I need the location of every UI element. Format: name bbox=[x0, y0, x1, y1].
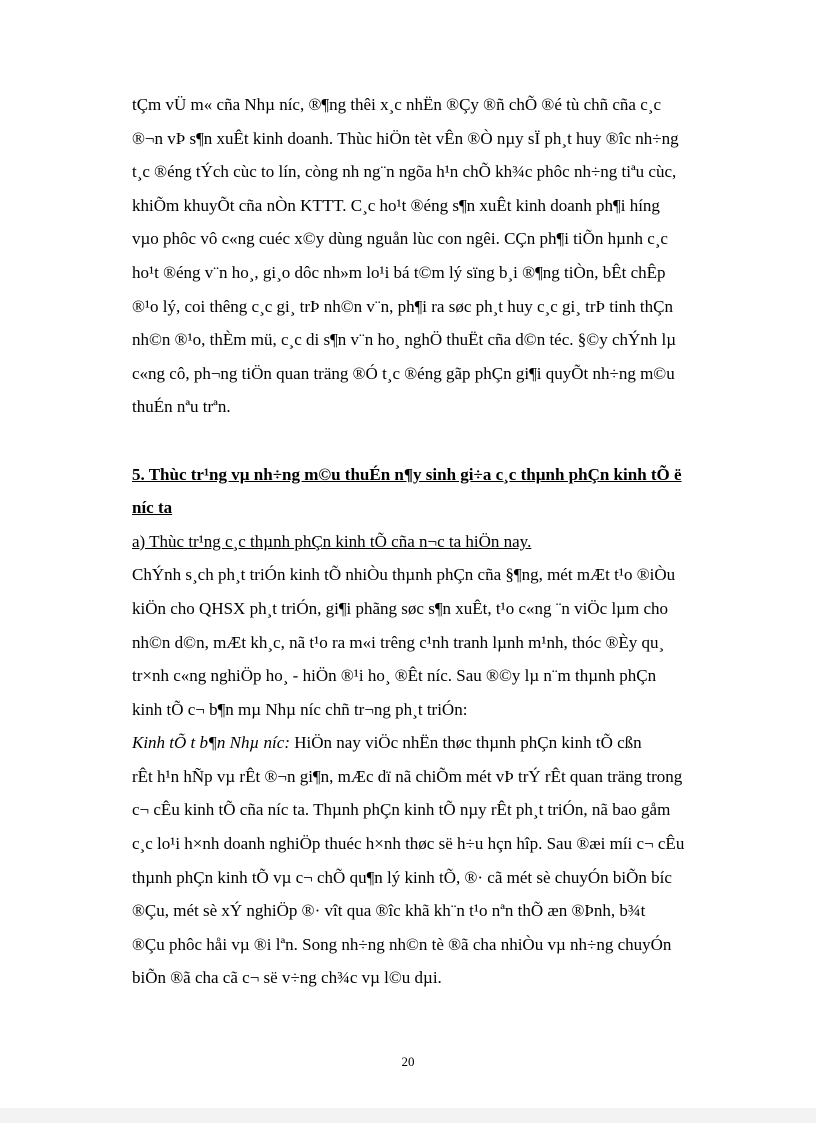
section-5-heading bbox=[132, 458, 746, 525]
text-line: tr×nh c«ng nghiÖp ho¸ - hiÖn ®¹i ho¸ ®Êt níc. Sau ®©y lµ n¨m thµnh phÇn bbox=[132, 666, 657, 686]
subsection-heading: a) Thùc tr¹ng c¸c thµnh phÇn kinh tÕ cña n¬c ta hiÖn nay. bbox=[132, 531, 532, 551]
text-line: ®¹o lý, coi thêng c¸c gi¸ trÞ nh©n v¨n, ph¶i ra søc ph¸t huy c¸c gi¸ trÞ tinh thÇn bbox=[132, 296, 673, 316]
section-heading-line: níc ta bbox=[132, 498, 173, 518]
paragraph-2 bbox=[132, 558, 746, 726]
text-line: kiÖn cho QHSX ph¸t triÓn, gi¶i phãng søc s¶n xuÊt, t¹o c«ng ¨n viÖc lµm cho bbox=[132, 598, 668, 618]
text-line: nh©n ®¹o, thÈm mü, c¸c di s¶n v¨n ho¸ nghÖ thuËt cña d©n téc. §©y chÝnh lµ bbox=[132, 330, 677, 350]
text-line: khiÕm khuyÕt cña nÒn KTTT. C¸c ho¹t ®éng s¶n xuÊt kinh doanh ph¶i híng bbox=[132, 195, 660, 215]
page-number: 20 bbox=[401, 1054, 415, 1069]
text-line: biÕn ®ã cha cã c¬ së v÷ng ch¾c vµ l©u dµi. bbox=[132, 968, 442, 988]
text-line: ®Çu, mét sè xÝ nghiÖp ®· vît qua ®îc khã kh¨n t¹o nªn thÕ æn ®Þnh, b¾t bbox=[132, 901, 646, 921]
paragraph-3 bbox=[132, 726, 746, 995]
text-line: ho¹t ®éng v¨n ho¸, gi¸o dôc nh»m lo¹i bá t©m lý sïng b¸i ®¶ng tiÒn, bÊt chÊp bbox=[132, 262, 666, 282]
text-line: kinh tÕ c¬ b¶n mµ Nhµ níc chñ tr¬ng ph¸t triÓn: bbox=[132, 699, 468, 719]
text-line: ®Çu phôc håi vµ ®i lªn. Song nh÷ng nh©n tè ®ã cha nhiÒu vµ nh÷ng chuyÓn bbox=[132, 934, 672, 954]
text-line: vµo phôc vô c«ng cuéc x©y dùng nguån lùc con ngêi. CÇn ph¶i tiÕn hµnh c¸c bbox=[132, 229, 668, 249]
text-line bbox=[132, 726, 746, 760]
paragraph-1 bbox=[132, 88, 746, 424]
paragraph-lead-rest: HiÖn nay viÖc nhËn thøc thµnh phÇn kinh tÕ cßn bbox=[290, 733, 642, 753]
text-line: t¸c ®éng tÝch cùc to lín, còng nh ng¨n ngõa h¹n chÕ kh¾c phôc nh÷ng tiªu cùc, bbox=[132, 162, 677, 182]
paragraph-lead-italic: Kinh tÕ t b¶n Nhµ níc: bbox=[132, 733, 290, 753]
text-line: rÊt h¹n hÑp vµ rÊt ®¬n gi¶n, mÆc dï nã chiÕm mét vÞ trÝ rÊt quan träng trong bbox=[132, 766, 683, 786]
text-line: c¬ cÊu kinh tÕ cña níc ta. Thµnh phÇn kinh tÕ nµy rÊt ph¸t triÓn, nã bao gåm bbox=[132, 800, 671, 820]
text-line: nh©n d©n, mÆt kh¸c, nã t¹o ra m«i trêng c¹nh tranh lµnh m¹nh, thóc ®Èy qu¸ bbox=[132, 632, 665, 652]
text-line: c¸c lo¹i h×nh doanh nghiÖp thuéc h×nh thøc së h÷u hçn hîp. Sau ®æi míi c¬ cÊu bbox=[132, 834, 685, 854]
page-bottom-edge bbox=[0, 1108, 816, 1123]
paragraph-spacer bbox=[132, 424, 746, 458]
text-line: thuÉn nªu trªn. bbox=[132, 397, 231, 417]
text-line: ChÝnh s¸ch ph¸t triÓn kinh tÕ nhiÒu thµnh phÇn cña §¶ng, mét mÆt t¹o ®iÒu bbox=[132, 565, 676, 585]
text-line: ®¬n vÞ s¶n xuÊt kinh doanh. Thùc hiÖn tèt vÊn ®Ò nµy sÏ ph¸t huy ®îc nh÷ng bbox=[132, 128, 679, 148]
text-line: tÇm vÜ m« cña Nhµ níc, ®¶ng thêi x¸c nhËn ®Çy ®ñ chÕ ®é tù chñ cña c¸c bbox=[132, 95, 661, 114]
text-line: thµnh phÇn kinh tÕ vµ c¬ chÕ qu¶n lý kinh tÕ, ®· cã mét sè chuyÓn biÕn bíc bbox=[132, 867, 672, 887]
section-heading-line: 5. Thùc tr¹ng vµ nh÷ng m©u thuÉn n¶y sinh gi÷a c¸c thµnh phÇn kinh tÕ ë bbox=[132, 464, 682, 484]
document-body bbox=[132, 88, 746, 995]
text-line: c«ng cô, ph¬ng tiÖn quan träng ®Ó t¸c ®éng gãp phÇn gi¶i quyÕt nh÷ng m©u bbox=[132, 363, 675, 383]
